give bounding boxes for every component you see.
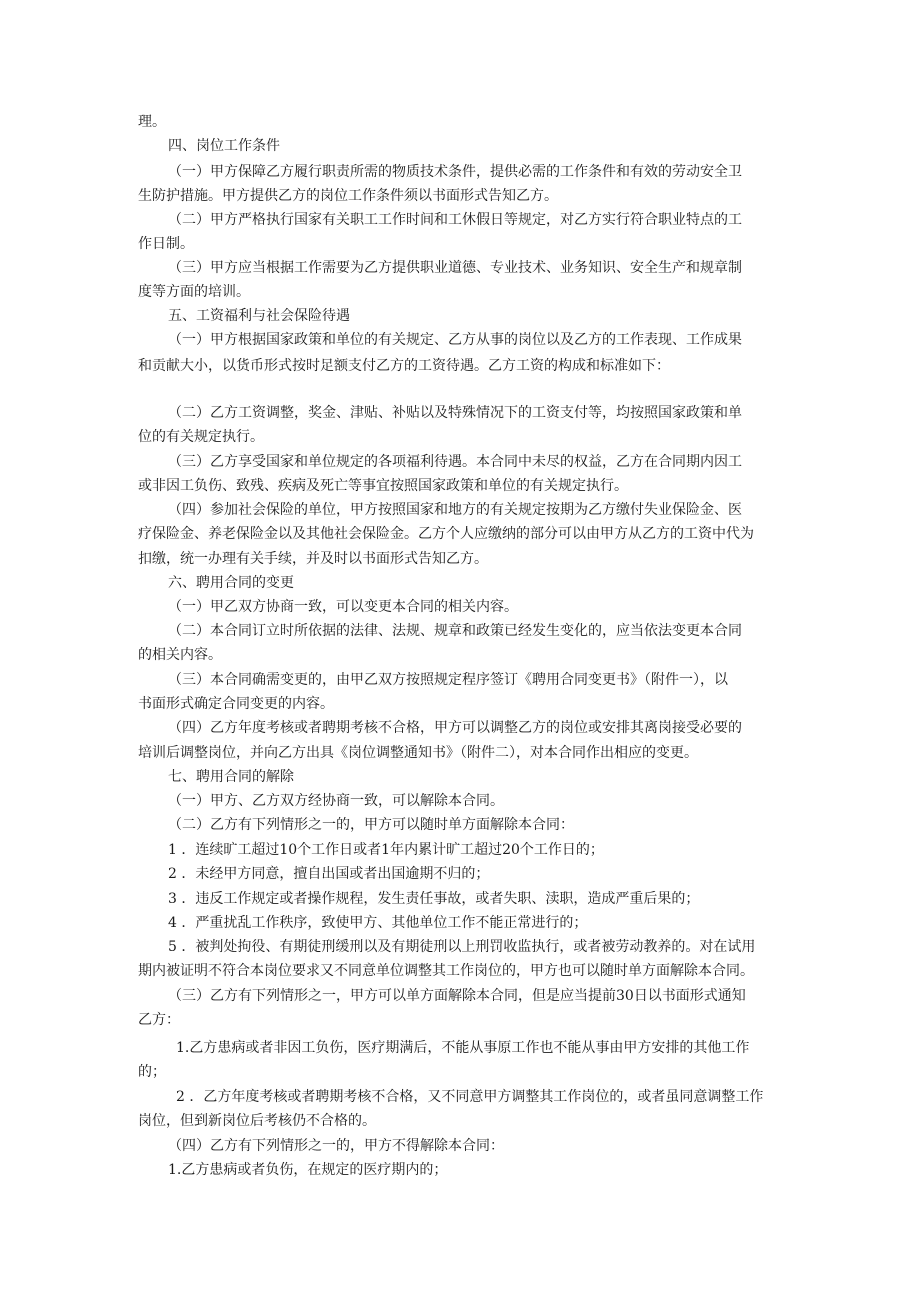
text-line: （二）乙方工资调整，奖金、津贴、补贴以及特殊情况下的工资支付等，均按照国家政策和单	[168, 405, 742, 421]
text-line: （一）甲方保障乙方履行职责所需的物质技术条件，提供必需的工作条件和有效的劳动安全卫	[168, 164, 742, 180]
text-line: 岗位，但到新岗位后考核仍不合格的。	[138, 1113, 376, 1129]
text-line: 的；	[138, 1064, 166, 1080]
text-line: 或非因工负伤、致残、疾病及死亡等事宜按照国家政策和单位的有关规定执行。	[138, 478, 628, 494]
text-line: 度等方面的培训。	[138, 284, 250, 300]
text-line: 位的有关规定执行。	[138, 429, 264, 445]
text-line: （三）本合同确需变更的，由甲乙双方按照规定程序签订《聘用合同变更书》（附件一），以	[168, 672, 728, 688]
section-heading: 五、工资福利与社会保险待遇	[168, 308, 350, 324]
section-heading: 六、聘用合同的变更	[168, 575, 294, 591]
list-item: 4 ．严重扰乱工作秩序，致使甲方、其他单位工作不能正常进行的；	[168, 915, 588, 931]
text-line: 作日制。	[138, 236, 194, 252]
section-heading: 四、岗位工作条件	[168, 138, 280, 154]
text-line: （四）乙方有下列情形之一的，甲方不得解除本合同：	[168, 1138, 504, 1154]
text-line: 期内被证明不符合本岗位要求又不同意单位调整其工作岗位的，甲方也可以随时单方面解除本合同。	[138, 963, 754, 979]
text-line: （三）乙方享受国家和单位规定的各项福利待遇。本合同中未尽的权益，乙方在合同期内因工	[168, 454, 742, 470]
text-line: （三）乙方有下列情形之一，甲方可以单方面解除本合同，但是应当提前30日以书面形式通知	[168, 988, 746, 1004]
text-line: （四）乙方年度考核或者聘期考核不合格，甲方可以调整乙方的岗位或安排其离岗接受必要的	[168, 720, 742, 736]
text-line: 培训后调整岗位，并向乙方出具《岗位调整通知书》（附件二），对本合同作出相应的变更。	[138, 745, 698, 761]
text-line: （二）本合同订立时所依据的法律、法规、规章和政策已经发生变化的，应当依法变更本合同	[168, 623, 742, 639]
text-line: 理。	[138, 114, 166, 130]
text-line: （一）甲方、乙方双方经协商一致，可以解除本合同。	[168, 793, 504, 809]
list-item: 1.乙方患病或者非因工负伤，医疗期满后，不能从事原工作也不能从事由甲方安排的其他工作	[176, 1040, 750, 1056]
list-item: 1.乙方患病或者负伤，在规定的医疗期内的；	[168, 1162, 448, 1178]
text-line: 扣缴，统一办理有关手续，并及时以书面形式告知乙方。	[138, 551, 488, 567]
list-item: 3 ．违反工作规定或者操作规程，发生责任事故，或者失职、渎职，造成严重后果的；	[168, 891, 700, 907]
section-heading: 七、聘用合同的解除	[168, 769, 294, 785]
text-line: （一）甲方根据国家政策和单位的有关规定、乙方从事的岗位以及乙方的工作表现、工作成果	[168, 332, 742, 348]
text-line: （二）乙方有下列情形之一的，甲方可以随时单方面解除本合同：	[168, 817, 574, 833]
list-item: 2 ．未经甲方同意，擅自出国或者出国逾期不归的；	[168, 866, 490, 882]
list-item: 2 ．乙方年度考核或者聘期考核不合格，又不同意甲方调整其工作岗位的，或者虽同意调整工作	[176, 1089, 764, 1105]
text-line: 书面形式确定合同变更的内容。	[138, 696, 334, 712]
text-line: 的相关内容。	[138, 647, 222, 663]
text-line: 乙方：	[138, 1012, 180, 1028]
text-line: （一）甲乙双方协商一致，可以变更本合同的相关内容。	[168, 599, 518, 615]
text-line: （二）甲方严格执行国家有关职工工作时间和工休假日等规定，对乙方实行符合职业特点的工	[168, 212, 742, 228]
text-line: （三）甲方应当根据工作需要为乙方提供职业道德、专业技术、业务知识、安全生产和规章制	[168, 260, 742, 276]
text-line: 生防护措施。甲方提供乙方的岗位工作条件须以书面形式告知乙方。	[138, 188, 558, 204]
text-line: （四）参加社会保险的单位，甲方按照国家和地方的有关规定按期为乙方缴付失业保险金、医	[168, 502, 742, 518]
list-item: 1 ．连续旷工超过10个工作日或者1年内累计旷工超过20个工作日的；	[168, 842, 604, 858]
list-item: 5 ．被判处拘役、有期徒刑缓刑以及有期徒刑以上刑罚收监执行，或者被劳动教养的。对在试用	[168, 939, 756, 955]
text-line: 和贡献大小，以货币形式按时足额支付乙方的工资待遇。乙方工资的构成和标准如下：	[138, 358, 670, 374]
text-line: 疗保险金、养老保险金以及其他社会保险金。乙方个人应缴纳的部分可以由甲方从乙方的工资中代为	[138, 526, 754, 542]
